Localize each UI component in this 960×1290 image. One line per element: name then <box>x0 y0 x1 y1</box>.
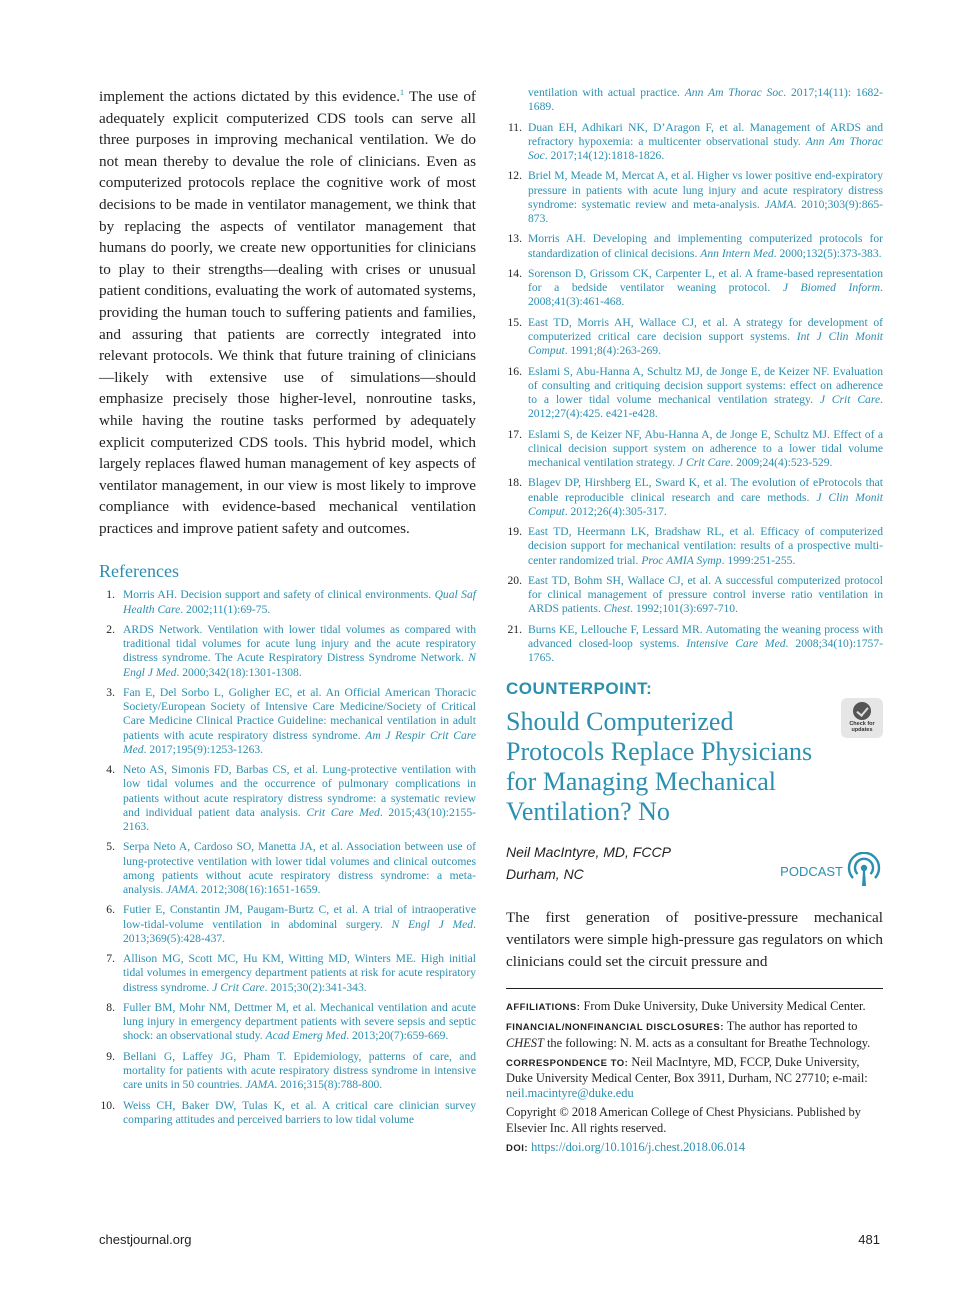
reference-citation: . 1999:251-255. <box>721 553 796 567</box>
affiliations-text: From Duke University, Duke University Medical Center. <box>580 999 866 1014</box>
reference-journal: J Clin Monit Comput <box>528 490 884 518</box>
disclosures <box>506 1019 883 1050</box>
reference-item[interactable] <box>99 763 476 834</box>
reference-journal: Proc AMIA Symp <box>641 553 722 567</box>
reference-journal: Acad Emerg Med <box>265 1029 347 1043</box>
reference-text: Serpa Neto A, Cardoso SO, Manetta JA, et al. Association between use of lung-protective ventilation with lower tidal volumes and clinical outcomes among patients without acute respiratory distress syndrome: a meta-analysis. <box>123 840 476 897</box>
reference-item[interactable] <box>506 623 883 666</box>
correspondence-text: Neil MacIntyre, MD, FCCP, Duke University, Duke University Medical Center, Box 3911, Durham, NC 27710; e-mail: <box>506 1054 868 1085</box>
check-label-1: Check for <box>849 721 875 727</box>
reference-item[interactable] <box>506 476 883 519</box>
affiliations <box>506 999 883 1015</box>
reference-citation: . 2010;303(9):865-873. <box>528 197 883 225</box>
reference-number: 4. <box>106 763 115 777</box>
reference-item[interactable] <box>506 574 883 617</box>
references-list-right-numbered <box>506 121 883 666</box>
reference-citation: . 2000;342(18):1301-1308. <box>176 665 302 679</box>
check-for-updates-badge[interactable] <box>841 698 883 738</box>
author-name: Neil MacIntyre, MD, FCCP <box>506 844 671 861</box>
reference-text: East TD, Bohm SH, Wallace CJ, et al. A successful computerized protocol for clinical management of pressure control inverse ratio ventilation in ARDS patients. <box>528 573 883 616</box>
reference-citation: . 2012;26(4):305-317. <box>564 504 667 518</box>
reference-item[interactable] <box>506 169 883 226</box>
correspondence <box>506 1055 883 1102</box>
reference-journal: Crit Care Med <box>306 805 380 819</box>
reference-number: 1. <box>106 588 115 602</box>
reference-citation: . 2015;30(2):341-343. <box>264 980 367 994</box>
reference-number: 6. <box>106 903 115 917</box>
doi-label: DOI: <box>506 1142 529 1154</box>
reference-journal: Chest <box>603 602 631 616</box>
reference-citation: . 2012;308(16):1651-1659. <box>195 883 321 897</box>
citation-link[interactable]: 1 <box>400 88 404 97</box>
reference-journal: Intensive Care Med <box>686 636 786 650</box>
disclosures-label: FINANCIAL/NONFINANCIAL DISCLOSURES: <box>506 1022 724 1034</box>
copyright: Copyright © 2018 American College of Chest Physicians. Published by Elsevier Inc. All rights reserved. <box>506 1105 861 1135</box>
reference-number: 17. <box>507 427 522 441</box>
reference-journal: JAMA <box>166 883 196 897</box>
reference-item[interactable] <box>506 525 883 568</box>
reference-journal: Ann Am Thorac Soc <box>528 134 883 162</box>
reference-text: ventilation with actual practice. <box>528 86 685 99</box>
reference-text: Fuller BM, Mohr NM, Dettmer M, et al. Mechanical ventilation and acute lung injury in emergency department patients with severe sepsis and septic shock: an observational study. <box>123 1001 476 1043</box>
reference-item[interactable] <box>99 1050 476 1093</box>
reference-journal: J Crit Care <box>819 392 881 406</box>
reference-number: 14. <box>507 266 522 280</box>
reference-text: Eslami S, Abu-Hanna A, Schultz MJ, de Jonge E, de Keizer NF. Evaluation of consulting and critiquing decision support systems: effect on adherence to a lower tidal volume mechanical ventilation strategy. <box>528 364 883 406</box>
correspondence-label: CORRESPONDENCE TO: <box>506 1057 629 1069</box>
references-list-left <box>99 588 476 1127</box>
reference-number: 16. <box>507 364 522 378</box>
reference-item[interactable] <box>506 121 883 164</box>
check-label-2: updates <box>851 727 873 733</box>
reference-citation: . 2013;20(7):659-669. <box>346 1029 449 1043</box>
reference-citation: . 2017;195(9):1253-1263. <box>143 742 264 756</box>
disclosures-text: The author has reported to <box>723 1019 858 1034</box>
reference-journal: JAMA <box>764 197 794 211</box>
reference-text: Morris AH. Decision support and safety of clinical environments. <box>123 588 435 602</box>
reference-citation: . 2000;132(5):373-383. <box>773 246 882 260</box>
reference-journal: Int J Clin Monit Comput <box>528 329 884 358</box>
reference-number: 10. <box>100 1098 115 1112</box>
reference-item[interactable] <box>506 316 883 359</box>
reference-text: ARDS Network. Ventilation with lower tidal volumes as compared with traditional tidal volumes for acute lung injury and the acute respiratory distress syndrome. The Acute Respiratory Distress Syndrome Network. <box>123 623 476 665</box>
reference-item[interactable] <box>506 232 883 260</box>
reference-journal: N Engl J Med <box>123 651 476 679</box>
reference-citation: . 2009;24(4):523-529. <box>730 455 833 469</box>
reference-journal: J Biomed Inform <box>782 281 881 295</box>
reference-text: East TD, Heermann LK, Bradshaw RL, et al. Efficacy of computerized decision support for mechanical ventilation: results of a prospective multi-center randomized trial. <box>528 525 883 567</box>
reference-journal: J Crit Care <box>212 980 265 994</box>
doi <box>506 1140 883 1156</box>
reference-citation: . 2016;315(8):788-800. <box>274 1078 383 1092</box>
reference-item[interactable] <box>99 1099 476 1127</box>
reference-number: 9. <box>106 1049 115 1063</box>
reference-journal: Qual Saf Health Care <box>123 588 476 616</box>
references-list-right <box>506 86 883 114</box>
reference-text: Briel M, Meade M, Mercat A, et al. Higher vs lower positive end-expiratory pressure in patients with acute lung injury and acute respiratory distress syndrome: systematic review and meta-analysis. <box>528 169 883 211</box>
reference-journal: Ann Am Thorac Soc <box>684 86 784 99</box>
reference-number: 13. <box>507 232 522 246</box>
reference-text: Sorenson D, Grissom CK, Carpenter L, et al. A frame-based representation for a bedside ventilator weaning protocol. <box>528 266 883 295</box>
reference-item[interactable] <box>99 1001 476 1044</box>
reference-journal: Am J Respir Crit Care Med <box>123 728 476 756</box>
reference-number: 11. <box>507 120 522 134</box>
reference-item[interactable] <box>99 686 476 757</box>
reference-citation: . 2017;14(12):1818-1826. <box>544 149 665 162</box>
reference-citation: . 2002;11(1):69-75. <box>180 602 271 616</box>
article-title: Should Computerized Protocols Replace Physicians for Managing Mechanical Ventilation? No <box>506 707 813 827</box>
podcast-icon <box>845 852 883 890</box>
reference-number: 12. <box>507 169 522 183</box>
reference-item[interactable] <box>99 623 476 680</box>
reference-text: Morris AH. Developing and implementing computerized protocols for standardization of clinical decisions. <box>528 232 883 260</box>
reference-citation: . 2008;34(10):1757-1765. <box>528 636 883 665</box>
reference-citation: . 2008;41(3):461-468. <box>528 281 884 309</box>
email-link[interactable]: neil.macintyre@duke.edu <box>506 1086 634 1101</box>
body-text-start: implement the actions dictated by this evidence. <box>99 88 400 105</box>
check-icon <box>853 702 871 720</box>
reference-number: 5. <box>106 840 115 854</box>
reference-number: 19. <box>507 525 522 539</box>
podcast-label: PODCAST <box>780 863 843 879</box>
reference-journal: Ann Intern Med <box>700 246 774 260</box>
reference-text: Duan EH, Adhikari NK, D’Aragon F, et al. Management of ARDS and refractory hypoxemia: a multicenter observational study. <box>528 120 883 148</box>
counterpoint-label: COUNTERPOINT: <box>506 679 653 699</box>
doi-link[interactable]: https://doi.org/10.1016/j.chest.2018.06.014 <box>531 1139 746 1154</box>
reference-text: Neto AS, Simonis FD, Barbas CS, et al. Lung-protective ventilation with low tidal volumes and the occurrence of pulmonary complications in patients without acute respiratory distress syndrome: a systematic review and individual patient data analysis. <box>123 763 476 819</box>
reference-text: Bellani G, Laffey JG, Pham T. Epidemiology, patterns of care, and mortality for patients with acute respiratory distress syndrome in intensive care units in 50 countries. <box>123 1049 476 1092</box>
reference-item[interactable] <box>506 428 883 471</box>
affiliations-label: AFFILIATIONS: <box>506 1002 581 1014</box>
reference-item[interactable] <box>99 588 476 616</box>
reference-text: Eslami S, de Keizer NF, Abu-Hanna A, de Jonge E, Schultz MJ. Effect of a clinical decision support system on adherence to a lower tidal volume mechanical ventilation strategy. <box>528 427 883 469</box>
reference-item[interactable] <box>506 267 883 310</box>
references-heading: References <box>99 561 179 582</box>
reference-item[interactable] <box>99 903 476 946</box>
reference-text: Fan E, Del Sorbo L, Goligher EC, et al. An Official American Thoracic Society/European Society of Intensive Care Medicine/Society of Critical Care Medicine Clinical Practice Guideline: mechanical ventilation in adult patients with acute respiratory distress syndrome. <box>123 686 476 742</box>
reference-citation: . 2017;14(11): 1682-1689. <box>528 86 883 114</box>
reference-journal: N Engl J Med <box>391 917 474 931</box>
body-paragraph <box>99 86 476 539</box>
footnote-divider <box>506 988 883 989</box>
disclosures-journal: CHEST <box>506 1035 544 1050</box>
reference-number: 2. <box>106 623 115 637</box>
reference-item[interactable] <box>99 952 476 995</box>
podcast-link[interactable] <box>780 852 883 890</box>
reference-number: 8. <box>106 1001 115 1015</box>
reference-text: Weiss CH, Baker DW, Tulas K, et al. A critical care clinician survey comparing attitudes and perceived barriers to low tidal volume <box>123 1098 476 1126</box>
left-column <box>99 86 476 1133</box>
reference-citation: . 1992;101(3):697-710. <box>630 602 738 616</box>
reference-item[interactable] <box>506 365 883 422</box>
reference-text: East TD, Morris AH, Wallace CJ, et al. A strategy for development of computerized critical care decision support systems. <box>528 315 883 343</box>
reference-text: Allison MG, Scott MC, Hu KM, Witting MD, Winters ME. High initial tidal volumes in emergency department patients at risk for acute respiratory distress syndrome. <box>123 952 476 994</box>
reference-text: Futier E, Constantin JM, Paugam-Burtz C, et al. A trial of intraoperative low-tidal-volume ventilation in abdominal surgery. <box>123 903 476 931</box>
reference-number: 21. <box>507 622 522 636</box>
reference-item[interactable] <box>99 840 476 897</box>
reference-text: Blagev DP, Hirshberg EL, Sward K, et al. The evolution of eProtocols that enable reproducible clinical research and care methods. <box>528 476 883 504</box>
page-number: 481 <box>858 1232 880 1247</box>
reference-number: 15. <box>507 315 522 329</box>
reference-number: 18. <box>507 476 522 490</box>
journal-site[interactable]: chestjournal.org <box>99 1232 192 1247</box>
reference-citation: . 2013;369(5):428-437. <box>123 917 477 945</box>
reference-journal: JAMA <box>245 1078 275 1092</box>
reference-citation: . 1991;8(4):263-269. <box>564 344 662 358</box>
reference-text: Burns KE, Lellouche F, Lessard MR. Automating the weaning process with advanced closed-loop systems. <box>528 622 883 650</box>
author-location: Durham, NC <box>506 866 584 883</box>
disclosures-text-end: the following: N. M. acts as a consultant for Breathe Technology. <box>543 1035 871 1050</box>
reference-journal: J Crit Care <box>677 455 731 469</box>
reference-citation: . 2015;43(10):2155-2163. <box>123 805 476 834</box>
reference-continuation[interactable] <box>506 86 883 114</box>
reference-number: 20. <box>507 573 522 587</box>
right-column <box>506 86 883 1160</box>
article-intro: The first generation of positive-pressure mechanical ventilators were simple high-pressure gas regulators on which clinicians could set the circuit pressure and <box>506 909 883 970</box>
reference-citation: . 2012;27(4):425. e421-e428. <box>528 392 883 421</box>
body-text-rest: The use of adequately explicit computerized CDS tools can serve all three purposes in improving mechanical ventilation. We do not mean thereby to devalue the role of clinicians. Even as computerized protocols replace the cognitive work of most decisions to be made in ventilator management, we think that by replacing the aspects of ventilator management that humans do poorly, we create new opportunities for clinicians to play to their strengths—dealing with crises or unusual patient conditions, evaluating the work of automated systems, providing the human touch to suffering patients and families, and assuring that patients are correctly integrated into relevant protocols. We think that future training of clinicians—likely with extensive use of simulations—should emphasize precisely those higher-level, nonroutine tasks, while having the routine tasks performed by adequately explicit computerized CDS tools. This hybrid model, which largely replaces flawed human management of key aspects of ventilator management, in our view is most likely to improve compliance with evidence-based mechanical ventilation practices and improve patient safety and outcomes. <box>99 88 476 537</box>
reference-number: 3. <box>106 686 115 700</box>
reference-number: 7. <box>106 952 115 966</box>
